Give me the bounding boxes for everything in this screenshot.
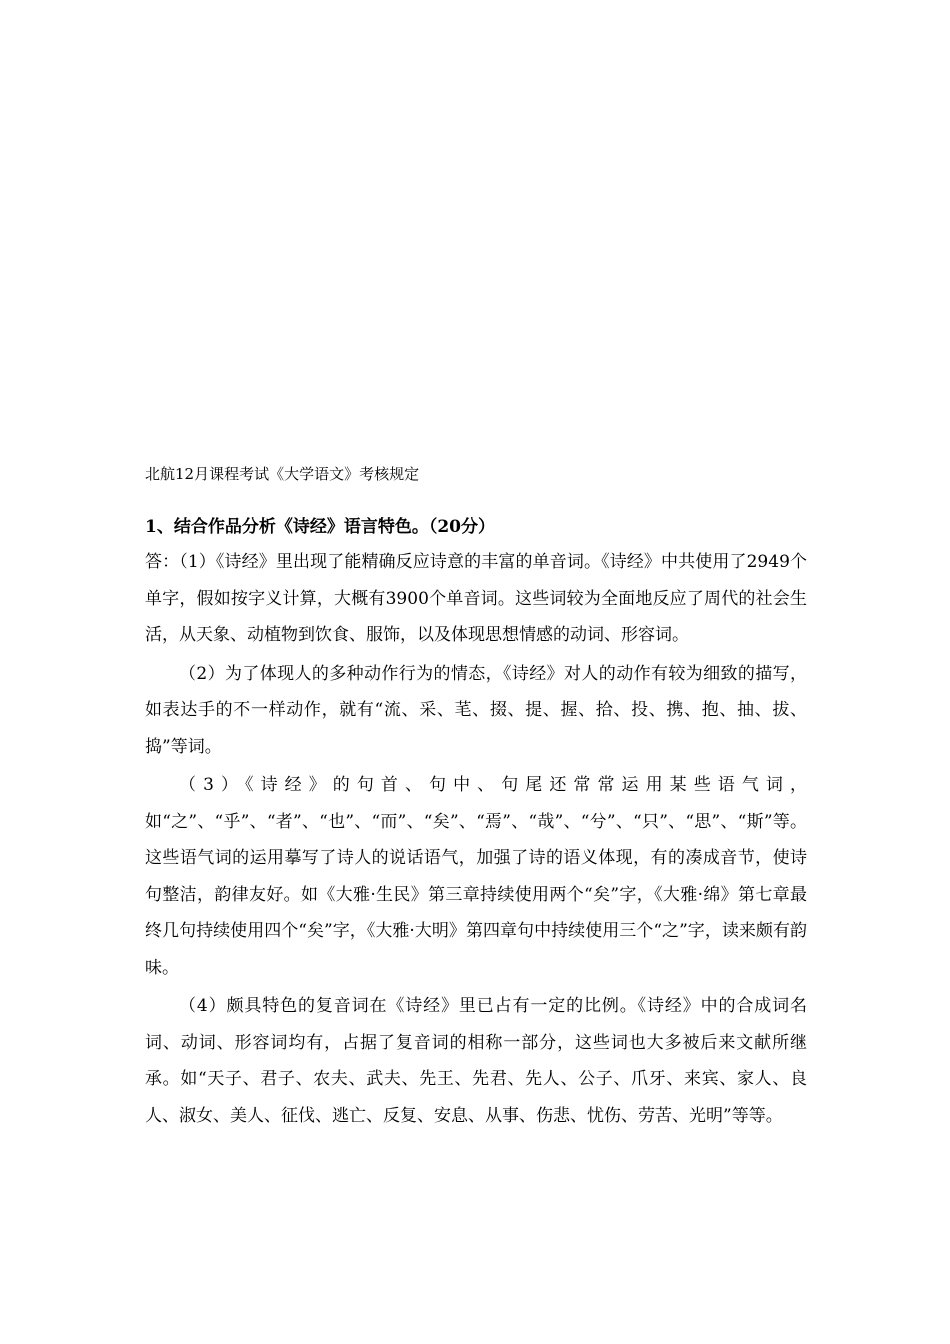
document-body [145,462,807,1136]
answer-paragraph-2: （2）为了体现人的多种动作行为的情态，《诗经》对人的动作有较为细致的描写，如表达手的不一样动作，就有“流、采、芼、掇、提、握、拾、投、携、抱、抽、拔、捣”等词。 [145,663,807,757]
answer-paragraph-4: （4）颇具特色的复音词在《诗经》里已占有一定的比例。《诗经》中的合成词名词、动词、形容词均有，占据了复音词的相称一部分，这些词也大多被后来文献所继承。如“天子、君子、农夫、武夫、先王、先君、先人、公子、爪牙、来宾、家人、良人、淑女、美人、征伐、逃亡、反复、安息、从事、伤悲、忧伤、劳苦、光明”等等。 [145,996,807,1126]
question-heading: 1、结合作品分析《诗经》语言特色。（20分） [145,517,495,537]
answer-paragraph-3: （3）《诗经》的句首、句中、句尾还常常运用某些语气词，如“之”、“乎”、“者”、“也”、“而”、“矣”、“焉”、“哉”、“兮”、“只”、“思”、“斯”等。这些语气词的运用摹写了诗人的说话语气，加强了诗的语义体现，有的凑成音节，使诗句整洁，韵律友好。如《大雅·生民》第三章持续使用两个“矣”字，《大雅·绵》第七章最终几句持续使用四个“矣”字，《大雅·大明》第四章句中持续使用三个“之”字，读来颇有韵味。 [145,775,807,978]
answer-paragraph-1: 答：（1）《诗经》里出现了能精确反应诗意的丰富的单音词。《诗经》中共使用了2949个单字，假如按字义计算，大概有3900个单音词。这些词较为全面地反应了周代的社会生活，从天象、动植物到饮食、服饰，以及体现思想情感的动词、形容词。 [145,552,807,645]
document-title: 北航12月课程考试《大学语文》考核规定 [145,465,420,483]
